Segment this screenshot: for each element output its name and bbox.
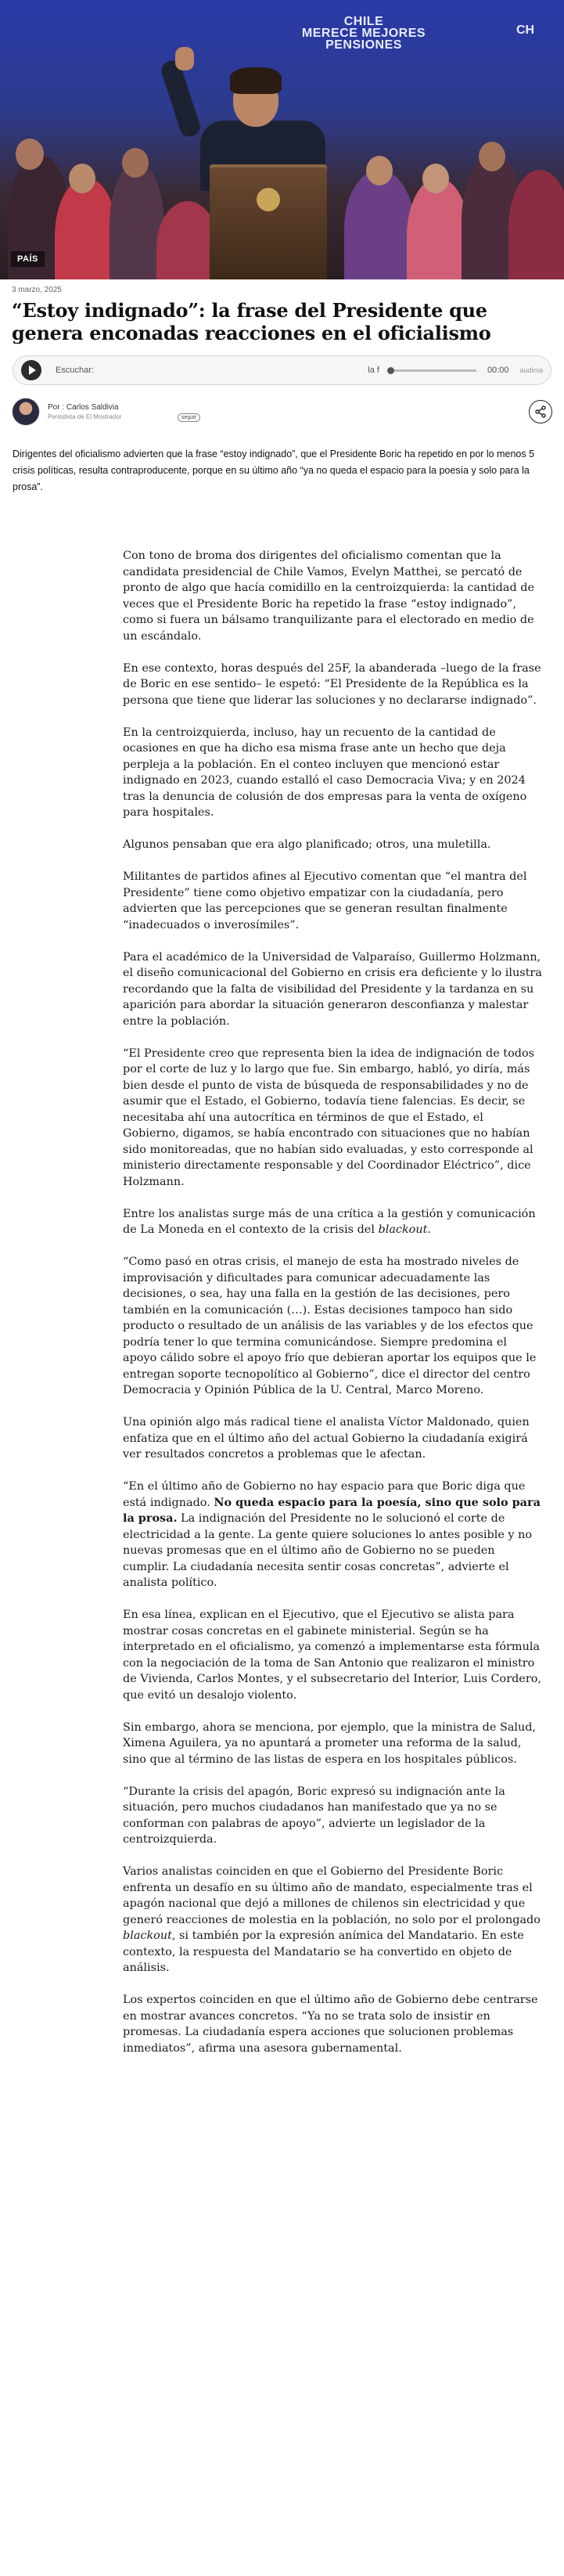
president-hair — [230, 67, 282, 94]
article-paragraph: Entre los analistas surge más de una crítica a la gestión y comunicación de La Moneda en el contexto de la crisis del blackout. — [123, 1207, 536, 1236]
article-paragraph: Sin embargo, ahora se menciona, por ejemplo, que la ministra de Salud, Ximena Aguilera, ya no apuntará a prometer una reforma de la salud, sino que al término de las listas de espera en los hospitales públicos. — [123, 1720, 537, 1766]
president-hand — [175, 47, 194, 70]
author-byline-row — [48, 403, 495, 412]
audio-progress-bar[interactable] — [390, 369, 476, 372]
article-paragraph: Algunos pensaban que era algo planificado; otros, una muletilla. — [123, 838, 491, 851]
article-paragraph: “Durante la crisis del apagón, Boric expresó su indignación ante la situación, pero muchos ciudadanos han manifestado que ya no se conforman con palabras de apoyo”, advierte un legislador de la centroizquierda. — [123, 1785, 505, 1846]
voice-label[interactable]: la f — [368, 366, 379, 375]
hero-banner — [289, 16, 438, 51]
article-lead: Dirigentes del oficialismo advierten que la frase “estoy indignado”, que el Presidente Boric ha repetido en por lo menos 5 crisis políticas, resulta contraproducente, porque en su último año “ya no queda el espacio para la poesía y solo para la prosa”. — [13, 449, 535, 492]
author-avatar[interactable] — [12, 398, 40, 426]
article-paragraph: Varios analistas coinciden en que el Gobierno del Presidente Boric enfrenta un desafío en su último año de mandato, especialmente tras el apagón nacional que dejó a millones de chilenos sin electricidad y que generó reacciones de molestia en la población, no solo por el prolongado blackout, si también por la expresión anímica del Mandatario. En este contexto, la respuesta del Mandatario se ha convertido en objeto de análisis. — [123, 1865, 541, 1974]
article-paragraph: “Como pasó en otras crisis, el manejo de esta ha mostrado niveles de improvisación y dificultades para comunicar adecuadamente las decisiones, o sea, hay una falla en la gestión de las decisiones, pero también en la comunicación (…). Estas decisiones tampoco han sido producto o resultado de un análisis de las variables y de los efectos que podría tener lo que termina comunicándose. Siempre predomina el apoyo cálido sobre el apoyo frío que debieran aportar los equipos que le entregan soporte tecnopolítico al Gobierno”, dice el director del centro Democracia y Opinión Pública de la U. Central, Marco Moreno. — [123, 1256, 537, 1396]
listen-label: Escuchar: — [56, 366, 94, 375]
article-date: 3 marzo, 2025 — [12, 286, 62, 294]
audio-brand[interactable]: audima — [519, 366, 543, 374]
play-icon — [29, 366, 36, 375]
share-button[interactable] — [529, 400, 552, 423]
article-paragraph: Una opinión algo más radical tiene el analista Víctor Maldonado, quien enfatiza que en el último año del actual Gobierno la ciudadanía exigirá ver resultados concretos a problemas que le afectan. — [123, 1416, 530, 1461]
audio-progress-handle[interactable] — [387, 367, 394, 374]
podium — [210, 164, 327, 279]
hero-banner-right: CH — [516, 23, 535, 37]
audio-time: 00:00 — [487, 366, 509, 375]
article-paragraph: En esa línea, explican en el Ejecutivo, que el Ejecutivo se alista para mostrar cosas concretas en el gabinete ministerial. Según se ha interpretado en el oficialismo, ya comenzó a implementarse esta fórmula con la negociación de la toma de San Antonio que realizaron el ministro de Vivienda, Carlos Montes, y el subsecretario del Interior, Luis Cordero, que evitó un desalojo violento. — [123, 1609, 541, 1702]
section-badge[interactable]: PAÍS — [11, 251, 45, 267]
author-row — [12, 396, 552, 427]
article-paragraph: “El Presidente creo que representa bien la idea de indignación de todos por el corte de luz y lo largo que fue. Sin embargo, habló, yo diría, más bien desde el punto de vista de búsqueda de responsabilidades y no de asumir que el Estado, el Gobierno, todavía tiene falencias. Es decir, se necesitaba ahí una autocrítica en términos de que el Estado, el Gobierno, digamos, se había encontrado con situaciones que no habían sido monitoreadas, que no habían sido evaluadas, y esto corresponde al ministerio directamente responsable y del Coordinador Eléctrico”, dice Holzmann. — [123, 1047, 534, 1188]
author-byline[interactable]: Por : Carlos Saldivia — [48, 403, 119, 412]
share-icon — [534, 405, 547, 418]
follow-button[interactable]: seguir — [178, 413, 200, 422]
article-paragraph: Los expertos coinciden en que el último año de Gobierno debe centrarse en mostrar avances concretos. “Ya no se trata solo de insistir en promesas. La ciudadanía espera acciones que solucionen problemas inmediatos”, afirma una asesora gubernamental. — [123, 1994, 538, 2055]
article-paragraph: Con tono de broma dos dirigentes del oficialismo comentan que la candidata presidencial de Chile Vamos, Evelyn Matthei, se percató de pronto de algo que hacía comidillo en la centroizquierda: la cantidad de veces que el Presidente Boric ha repetido la frase “estoy indignado”, como si fuera un bálsamo tranquilizante para el electorado en medio de un escándalo. — [123, 549, 534, 643]
podium-seal-icon — [257, 188, 280, 211]
play-button[interactable] — [21, 360, 41, 380]
audio-player — [13, 355, 551, 385]
banner-line: MERECE MEJORES — [301, 27, 426, 40]
article-paragraph: En ese contexto, horas después del 25F, la abanderada –luego de la frase de Boric en ese sentido– le espetó: “El Presidente de la República es la persona que tiene que liderar las soluciones y no declararse indignado”. — [123, 661, 541, 707]
article-title: “Estoy indignado”: la frase del Presidente que genera enconadas reacciones en el oficialismo — [12, 299, 491, 344]
article-paragraph: Militantes de partidos afines al Ejecutivo comentan que “el mantra del Presidente” tiene como objetivo empatizar con la ciudadanía, pero advierten que las percepciones que se generan resultan finalmente “inadecuados o inverosímiles”. — [123, 870, 527, 931]
author-info — [48, 403, 495, 420]
article-paragraph: “En el último año de Gobierno no hay espacio para que Boric diga que está indignado. No queda espacio para la poesía, sino que solo para la prosa. La indignación del Presidente no le solucionó el corte de electricidad a la gente. La gente quiere soluciones lo antes posible y no nuevas promesas que en el último año de Gobierno no se pueden cumplir. La ciudadanía necesita sentir cosas concretas”, advierte el analista político. — [123, 1480, 541, 1589]
banner-line: PENSIONES — [325, 38, 402, 52]
hero-image — [0, 0, 564, 279]
article-body — [123, 548, 542, 2056]
article-paragraph: Para el académico de la Universidad de Valparaíso, Guillermo Holzmann, el diseño comunicacional del Gobierno en crisis era deficiente y lo ilustra recordando que la falta de visibilidad del Presidente y la tardanza en su aparición para abordar la situación generaron desconfianza y malestar entre la población. — [123, 950, 542, 1028]
author-role: Periodista de El Mostrador — [48, 413, 122, 420]
banner-line: CHILE — [343, 15, 384, 28]
article-paragraph: En la centroizquierda, incluso, hay un recuento de la cantidad de ocasiones en que ha dicho esa misma frase ante un hecho que deja perpleja a la población. En el conteo incluyen que mencionó estar indignado en 2023, cuando estalló el caso Democracia Viva; y en 2024 tras la denuncia de colusión de dos empresas para la venta de oxígeno para hospitales. — [123, 726, 527, 819]
